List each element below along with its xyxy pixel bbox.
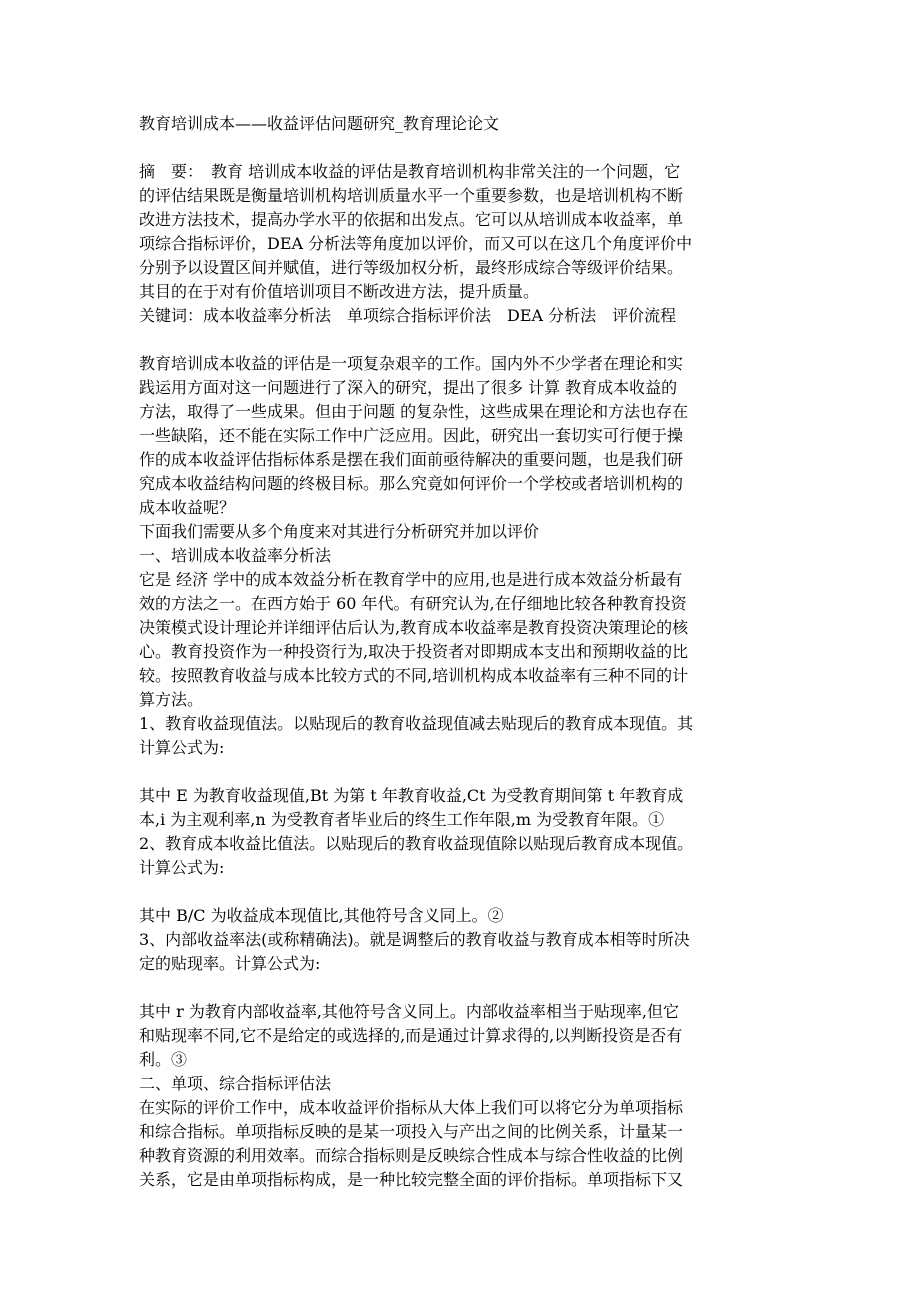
paragraph-line: 计算公式为: [139, 738, 225, 757]
paragraph-line: 成本收益呢？ [139, 498, 236, 517]
abstract-line: 其目的在于对有价值培训项目不断改进方法，提升质量。 [139, 282, 540, 301]
section1-paragraph [139, 568, 784, 712]
paragraph-line: 本,i 为主观利率,n 为受教育者毕业后的终生工作年限,m 为受教育年限。① [139, 810, 665, 829]
paragraph-line: 2、教育成本收益比值法。以贴现后的教育收益现值除以贴现后教育成本现值。 [139, 834, 694, 853]
section-heading: 二、单项、综合指标评估法 [139, 1074, 332, 1093]
intro-paragraph [139, 352, 784, 544]
paragraph-line: 计算公式为: [139, 858, 225, 877]
paragraph-line: 利。③ [139, 1050, 188, 1069]
abstract-line: 项综合指标评价，DEA 分析法等角度加以评价，而又可以在这几个角度评价中 [139, 234, 693, 253]
paragraph-line: 其中 r 为教育内部收益率,其他符号含义同上。内部收益率相当于贴现率,但它 [139, 1002, 679, 1021]
abstract [139, 160, 784, 304]
document-title: 教育培训成本——收益评估问题研究_教育理论论文 [139, 114, 500, 133]
paragraph-line: 作的成本收益评估指标体系是摆在我们面前亟待解决的重要问题，也是我们研 [139, 450, 684, 469]
paragraph-line: 决策模式设计理论并详细评估后认为,教育成本收益率是教育投资决策理论的核 [139, 618, 689, 637]
abstract-line: 摘 要： 教育 培训成本收益的评估是教育培训机构非常关注的一个问题，它 [139, 162, 681, 181]
paragraph-line: 定的贴现率。计算公式为: [139, 954, 321, 973]
section-heading: 一、培训成本收益率分析法 [139, 546, 332, 565]
paragraph-line: 较。按照教育收益与成本比较方式的不同,培训机构成本收益率有三种不同的计 [139, 666, 689, 685]
paragraph-line: 教育培训成本收益的评估是一项复杂艰辛的工作。国内外不少学者在理论和实 [139, 354, 684, 373]
formula-placeholder [139, 760, 784, 784]
paragraph-line: 心。教育投资作为一种投资行为,取决于投资者对即期成本支出和预期收益的比 [139, 642, 689, 661]
paragraph-line: 和贴现率不同,它不是给定的或选择的,而是通过计算求得的,以判断投资是否有 [139, 1026, 683, 1045]
paragraph-line: 在实际的评价工作中，成本收益评价指标从大体上我们可以将它分为单项指标 [139, 1098, 684, 1117]
paragraph-line: 下面我们需要从多个角度来对其进行分析研究并加以评价 [139, 522, 540, 541]
spacer [139, 328, 784, 352]
spacer [139, 136, 784, 160]
paragraph-line: 和综合指标。单项指标反映的是某一项投入与产出之间的比例关系，计量某一 [139, 1122, 684, 1141]
document-page [139, 112, 784, 1192]
paragraph-line: 关系，它是由单项指标构成，是一种比较完整全面的评价指标。单项指标下又 [139, 1170, 684, 1189]
section2-paragraph [139, 1096, 784, 1192]
paragraph-line: 它是 经济 学中的成本效益分析在教育学中的应用,也是进行成本效益分析最有 [139, 570, 683, 589]
paragraph-line: 1、教育收益现值法。以贴现后的教育收益现值减去贴现后的教育成本现值。其 [139, 714, 694, 733]
keywords: 关键词：成本收益率分析法 单项综合指标评价法 DEA 分析法 评价流程 [139, 306, 677, 325]
formula-placeholder [139, 976, 784, 1000]
paragraph-line: 其中 E 为教育收益现值,Bt 为第 t 年教育收益,Ct 为受教育期间第 t 年教育成 [139, 786, 684, 805]
abstract-line: 改进方法技术，提高办学水平的依据和出发点。它可以从培训成本收益率，单 [139, 210, 684, 229]
paragraph-line: 一些缺陷，还不能在实际工作中广泛应用。因此，研究出一套切实可行便于操 [139, 426, 684, 445]
abstract-line: 的评估结果既是衡量培训机构培训质量水平一个重要参数，也是培训机构不断 [139, 186, 684, 205]
paragraph-line: 种教育资源的利用效率。而综合指标则是反映综合性成本与综合性收益的比例 [139, 1146, 684, 1165]
paragraph-line: 其中 B/C 为收益成本现值比,其他符号含义同上。② [139, 906, 504, 925]
paragraph-line: 践运用方面对这一问题进行了深入的研究，提出了很多 计算 教育成本收益的 [139, 378, 678, 397]
paragraph-line: 方法，取得了一些成果。但由于问题 的复杂性，这些成果在理论和方法也存在 [139, 402, 689, 421]
method1 [139, 712, 784, 832]
paragraph-line: 究成本收益结构问题的终极目标。那么究竟如何评价一个学校或者培训机构的 [139, 474, 684, 493]
abstract-line: 分别予以设置区间并赋值，进行等级加权分析，最终形成综合等级评价结果。 [139, 258, 684, 277]
paragraph-line: 算方法。 [139, 690, 204, 709]
formula-placeholder [139, 880, 784, 904]
paragraph-line: 效的方法之一。在西方始于 60 年代。有研究认为,在仔细地比较各种教育投资 [139, 594, 687, 613]
paragraph-line: 3、内部收益率法(或称精确法)。就是调整后的教育收益与教育成本相等时所决 [139, 930, 690, 949]
method3 [139, 928, 784, 1072]
method2 [139, 832, 784, 928]
